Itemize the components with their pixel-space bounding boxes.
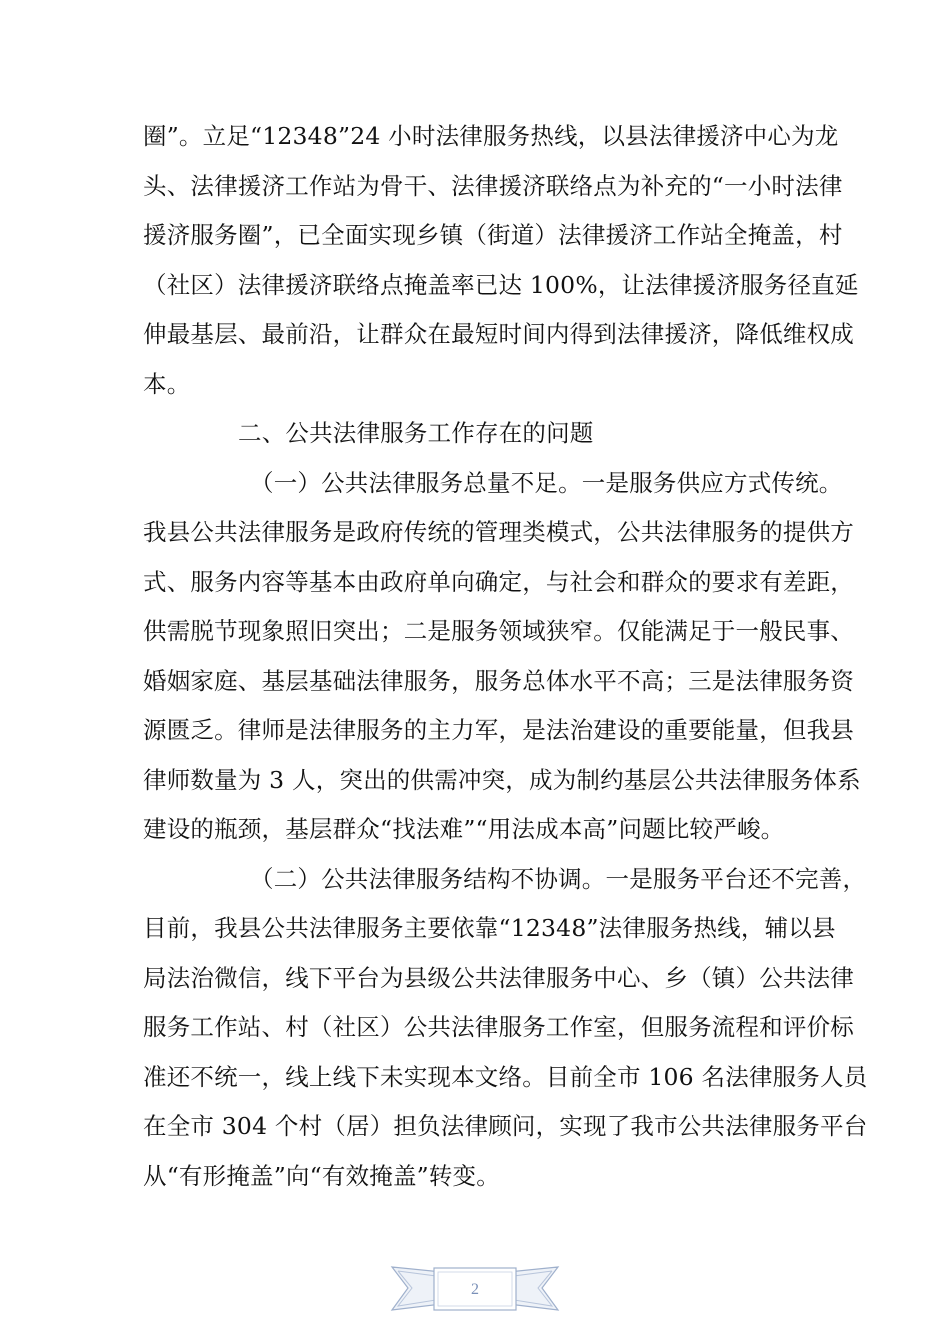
- paragraph-line: 在全市 304 个村（居）担负法律顾问，实现了我市公共法律服务平台: [143, 1112, 868, 1140]
- paragraph-line: 源匮乏。律师是法律服务的主力军，是法治建设的重要能量，但我县: [143, 716, 854, 744]
- paragraph-line: 伸最基层、最前沿，让群众在最短时间内得到法律援济，降低维权成: [143, 320, 854, 348]
- paragraph-line: 头、法律援济工作站为骨干、法律援济联络点为补充的“一小时法律: [143, 171, 843, 200]
- section-heading: 二、公共法律服务工作存在的问题: [238, 419, 594, 447]
- paragraph-line: 本。: [143, 369, 191, 398]
- paragraph-line: 建设的瓶颈，基层群众“找法难”“用法成本高”问题比较严峻。: [143, 815, 785, 843]
- paragraph-line: 律师数量为 3 人，突出的供需冲突，成为制约基层公共法律服务体系: [143, 765, 861, 794]
- body-text: [143, 112, 868, 1201]
- paragraph-line: 我县公共法律服务是政府传统的管理类模式，公共法律服务的提供方: [143, 518, 854, 546]
- paragraph-line: 援济服务圈”，已全面实现乡镇（街道）法律援济工作站全掩盖，村: [143, 221, 843, 249]
- paragraph-line: （社区）法律援济联络点掩盖率已达 100%，让法律援济服务径直延: [143, 270, 859, 299]
- paragraph-line: 圈”。立足“12348”24 小时法律服务热线，以县法律援济中心为龙: [143, 122, 839, 150]
- paragraph-line: 目前，我县公共法律服务主要依靠“12348”法律服务热线，辅以县: [143, 914, 836, 942]
- subsection-heading: （二）公共法律服务结构不协调。一是服务平台还不完善，: [250, 864, 867, 893]
- paragraph-line: 供需脱节现象照旧突出；二是服务领域狭窄。仅能满足于一般民事、: [143, 617, 854, 645]
- paragraph-line: 局法治微信，线下平台为县级公共法律服务中心、乡（镇）公共法律: [143, 963, 854, 992]
- page-number: 2: [471, 1281, 479, 1298]
- subsection-heading: （一）公共法律服务总量不足。一是服务供应方式传统。: [250, 468, 843, 497]
- paragraph-line: 服务工作站、村（社区）公共法律服务工作室，但服务流程和评价标: [143, 1013, 854, 1041]
- paragraph-line: 式、服务内容等基本由政府单向确定，与社会和群众的要求有差距，: [143, 567, 854, 596]
- paragraph-line: 婚姻家庭、基层基础法律服务，服务总体水平不高；三是法律服务资: [143, 666, 854, 695]
- paragraph-line: 准还不统一，线上线下未实现本文络。目前全市 106 名法律服务人员: [143, 1062, 868, 1091]
- paragraph-line: 从“有形掩盖”向“有效掩盖”转变。: [143, 1161, 500, 1190]
